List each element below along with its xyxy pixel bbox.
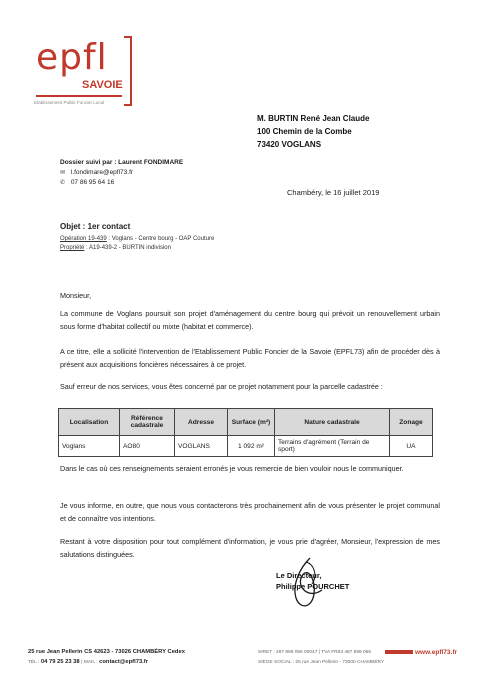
footer-tel-label: TÉL : (28, 660, 40, 665)
table-header-row (59, 409, 433, 436)
contact-phone: 07 86 95 64 16 (70, 179, 115, 186)
letter-date: Chambéry, le 16 juillet 2019 (287, 188, 380, 197)
operation-line (60, 236, 214, 242)
col-header: Surface (m²) (228, 409, 275, 436)
subject-value: 1er contact (87, 222, 131, 231)
col-header: Zonage (390, 409, 433, 436)
logo-wordmark: epfl (36, 37, 108, 78)
footer-mail-label: MAIL : (83, 660, 98, 665)
contact-block (60, 158, 183, 188)
table-cell: 1 092 m² (228, 436, 275, 457)
footer-legal (258, 648, 384, 668)
footer-accent-bar (385, 650, 413, 654)
signer-block (276, 570, 349, 592)
paragraph-1: La commune de Voglans poursuit son projet d'aménagement du centre bourg qui prévoit un renouvellement urbain sous forme d'habitat collectif ou mixte (habitat et commerce). (60, 309, 440, 331)
cadastral-table (58, 408, 433, 457)
paragraph-6: Restant à votre disposition pour tout complément d'information, je vous prie d'agréer, Monsieur, l'expression de mes salutations distinguées. (60, 537, 440, 559)
operation-value: : Voglans - Centre bourg - OAP Couture (106, 236, 215, 242)
followed-name: Laurent FONDIMARE (118, 159, 184, 166)
operation-label: Opération 19-439 (60, 236, 107, 242)
logo-subtitle: SAVOIE (82, 79, 123, 91)
footer-address: 25 rue Jean Pellerin CS 42623 - 73026 CHAMBÉRY Cedex (28, 649, 185, 655)
footer-siret: SIRET : 487 899 056 00047 | TVA FR53 487 899 056 (258, 650, 371, 655)
col-header: Nature cadastrale (275, 409, 390, 436)
table-cell: AO80 (120, 436, 175, 457)
phone-icon: ✆ (60, 180, 66, 186)
table-cell: UA (390, 436, 433, 457)
col-header: Localisation (59, 409, 120, 436)
paragraph-5: Je vous informe, en outre, que nous vous contacterons très prochainement afin de vous présenter le projet communal et de connaître vos intentions. (60, 501, 440, 523)
recipient-name: M. BURTIN René Jean Claude (257, 114, 370, 123)
envelope-icon: ✉ (60, 170, 66, 176)
subject-label: Objet : (60, 222, 86, 231)
paragraph-3: Sauf erreur de nos services, vous êtes concerné par ce projet notamment pour la parcelle cadastrée : (60, 382, 383, 391)
col-header: Adresse (175, 409, 228, 436)
table-cell: Voglans (59, 436, 120, 457)
recipient-city: 73420 VOGLANS (257, 140, 322, 149)
signer-name: Philippe POURCHET (276, 582, 350, 591)
footer-siege: SIÈGE SOCIAL : 25 rue Jean Pellerin - 73000 CHAMBÉRY (258, 660, 385, 665)
logo-underline (36, 95, 122, 97)
property-line (60, 245, 171, 251)
followed-label: Dossier suivi par : (60, 159, 117, 166)
paragraph-4: Dans le cas où ces renseignements seraient erronés je vous remercie de bien vouloir nous le communiquer. (60, 464, 404, 473)
col-header: Référence cadastrale (120, 409, 175, 436)
property-value: : A19-439-2 - BURTIN indivision (84, 245, 171, 251)
salutation: Monsieur, (60, 291, 92, 300)
footer-tel: 04 79 25 23 38 (40, 659, 80, 665)
table-row (59, 436, 433, 457)
paragraph-2: A ce titre, elle a sollicité l'intervention de l'Etablissement Public Foncier de la Savoie (EPFL73) afin de procéder dès à présent aux acquisitions foncières nécessaires à ce projet. (60, 347, 440, 369)
footer-contact: 25 rue Jean Pellerin CS 42623 - 73026 CHAMBÉRY Cedex TÉL : 04 79 25 23 38 | MAIL : contact@epfl73.fr (28, 649, 185, 665)
logo-caption: Etablissement Public Foncier Local (34, 100, 105, 105)
property-label: Propriété (60, 245, 85, 251)
recipient-street: 100 Chemin de la Combe (257, 127, 352, 136)
contact-email[interactable]: l.fondimare@epfl73.fr (70, 169, 134, 176)
footer-mail[interactable]: contact@epfl73.fr (99, 659, 148, 665)
signer-title: Le Directeur, (276, 571, 322, 580)
footer-website[interactable]: www.epfl73.fr (415, 649, 458, 656)
subject-line (60, 222, 130, 231)
table-cell: VOGLANS (175, 436, 228, 457)
table-cell: Terrains d'agrément (Terrain de sport) (275, 436, 390, 457)
recipient-address (257, 112, 369, 151)
logo-frame (124, 36, 132, 106)
